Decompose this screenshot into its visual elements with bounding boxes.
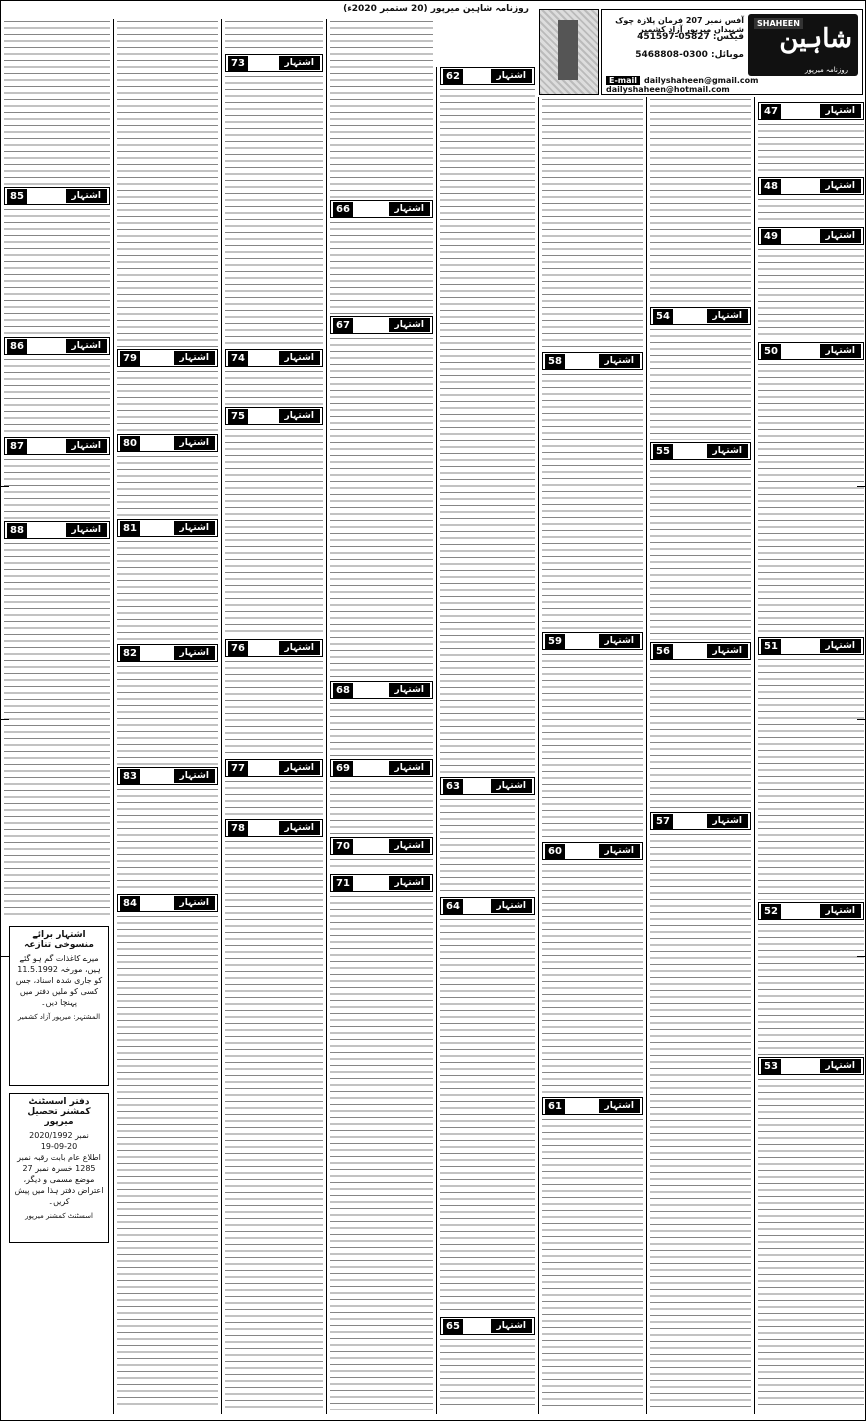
notice-number: 81: [120, 521, 140, 536]
notice-header: [758, 342, 864, 360]
notice-number: 55: [653, 444, 673, 459]
notice-number: 83: [120, 769, 140, 784]
cut-mark: [1, 719, 9, 720]
notice-number: 65: [443, 1319, 463, 1334]
notice-number: 68: [333, 683, 353, 698]
page-header: روزنامہ شاہین میرپور (20 ستمبر 2020ء): [343, 4, 529, 14]
notice-label: اشتہار: [389, 202, 430, 216]
notice-header: [4, 437, 110, 455]
notice-number: 86: [7, 339, 27, 354]
article-text: [330, 896, 433, 1410]
notice-number: 64: [443, 899, 463, 914]
notice-signature: اسسٹنٹ کمشنر میرپور: [25, 1212, 93, 1220]
notice-label: اشتہار: [174, 646, 215, 660]
article-text: [117, 21, 218, 347]
article-text: [440, 89, 535, 775]
notice-label: اشتہار: [599, 844, 640, 858]
article-text: [4, 543, 110, 915]
notice-label: اشتہار: [279, 641, 320, 655]
notice-label: اشتہار: [820, 639, 861, 653]
notice-header: [225, 349, 323, 367]
cut-mark: [1, 956, 9, 957]
notice-number: 69: [333, 761, 353, 776]
newspaper-logo: [748, 14, 858, 76]
article-text: [225, 841, 323, 1410]
notice-header: [650, 442, 751, 460]
article-text: [758, 124, 864, 175]
ad-signature: المشتہر: میرپور آزاد کشمیر: [17, 1013, 101, 1021]
article-text: [650, 329, 751, 440]
cut-mark: [857, 719, 865, 720]
notice-header: [330, 200, 433, 218]
notice-number: 77: [228, 761, 248, 776]
notice-date: 19-09-20: [40, 1142, 78, 1151]
notice-number: 51: [761, 639, 781, 654]
article-text: [758, 199, 864, 225]
notice-number: 82: [120, 646, 140, 661]
column-6: [538, 97, 646, 1414]
notice-label: اشتہار: [389, 318, 430, 332]
email-addresses: dailyshaheen@gmail.com dailyshaheen@hotmail.com: [606, 76, 759, 94]
notice-number: 61: [545, 1099, 565, 1114]
notice-number: 59: [545, 634, 565, 649]
article-text: [440, 919, 535, 1315]
article-text: [330, 781, 433, 835]
column-8: [754, 97, 866, 1414]
article-text: [225, 76, 323, 347]
article-text: [330, 21, 433, 198]
notice-label: اشتہار: [174, 769, 215, 783]
notice-header: [117, 767, 218, 785]
notice-number: 73: [228, 56, 248, 71]
article-text: [650, 664, 751, 810]
notice-number: 52: [761, 904, 781, 919]
article-text: [542, 654, 643, 840]
notice-header: [542, 1097, 643, 1115]
fax-number: فیکس: 05827-451597: [637, 32, 744, 42]
article-text: [117, 371, 218, 432]
notice-label: اشتہار: [174, 521, 215, 535]
notice-number: 50: [761, 344, 781, 359]
notice-header: [542, 842, 643, 860]
notice-label: اشتہار: [820, 1059, 861, 1073]
notice-header: [117, 434, 218, 452]
logo-subtitle: روزنامہ میرپور: [805, 66, 848, 74]
article-text: [758, 1079, 864, 1410]
notice-label: اشتہار: [820, 229, 861, 243]
notice-number: 56: [653, 644, 673, 659]
notice-header: [117, 894, 218, 912]
notice-number: 47: [761, 104, 781, 119]
column-2: [113, 19, 221, 1414]
notice-label: اشتہار: [66, 439, 107, 453]
cut-mark: [857, 956, 865, 957]
email-block: [606, 76, 856, 94]
notice-header: [225, 54, 323, 72]
notice-number: 74: [228, 351, 248, 366]
notice-header: [440, 897, 535, 915]
article-text: [4, 21, 110, 185]
notice-header: [117, 519, 218, 537]
article-text: [330, 859, 433, 872]
notice-header: [225, 407, 323, 425]
notice-label: اشتہار: [491, 899, 532, 913]
notice-office: دفتر اسسٹنٹ کمشنر تحصیل میرپور: [27, 1097, 91, 1127]
notice-number: 62: [443, 69, 463, 84]
notice-label: اشتہار: [279, 351, 320, 365]
notice-label: اشتہار: [491, 69, 532, 83]
article-text: [758, 249, 864, 340]
ad-body: میرے کاغذات گم ہو گئے ہیں، مورخہ 11.5.1992 کو جاری شدہ اسناد، جس کسی کو ملیں دفتر میں پہنچا دیں۔: [15, 954, 103, 1007]
notice-header: [758, 102, 864, 120]
article-text: [542, 1119, 643, 1410]
article-text: [330, 222, 433, 314]
notice-header: [4, 187, 110, 205]
column-4: [326, 19, 436, 1414]
notice-number: 85: [7, 189, 27, 204]
article-text: [4, 459, 110, 519]
notice-number: 84: [120, 896, 140, 911]
article-text: [758, 659, 864, 900]
notice-number: 60: [545, 844, 565, 859]
notice-header: [4, 521, 110, 539]
notice-label: اشتہار: [66, 523, 107, 537]
notice-label: اشتہار: [599, 634, 640, 648]
ad-title: اشتہار برائے منسوخی تنازعہ: [24, 930, 94, 950]
article-text: [4, 209, 110, 335]
notice-header: [117, 349, 218, 367]
article-text: [117, 789, 218, 892]
notice-label: اشتہار: [707, 644, 748, 658]
notice-number: 70: [333, 839, 353, 854]
notice-header: [758, 902, 864, 920]
classified-ad: [9, 926, 109, 1086]
notice-header: [330, 874, 433, 892]
article-text: [225, 661, 323, 757]
article-text: [330, 703, 433, 757]
article-text: [117, 541, 218, 642]
notice-number: 58: [545, 354, 565, 369]
notice-label: اشتہار: [279, 761, 320, 775]
government-notice: [9, 1093, 109, 1243]
notice-label: اشتہار: [66, 339, 107, 353]
notice-label: اشتہار: [707, 309, 748, 323]
notice-label: اشتہار: [389, 839, 430, 853]
notice-label: اشتہار: [389, 761, 430, 775]
notice-ref: نمبر 2020/1992: [29, 1131, 89, 1140]
article-text: [542, 374, 643, 630]
notice-number: 80: [120, 436, 140, 451]
notice-number: 54: [653, 309, 673, 324]
notice-label: اشتہار: [820, 904, 861, 918]
notice-header: [330, 681, 433, 699]
notice-header: [440, 777, 535, 795]
notice-header: [650, 812, 751, 830]
notice-number: 75: [228, 409, 248, 424]
notice-header: [440, 67, 535, 85]
notice-number: 57: [653, 814, 673, 829]
column-7: [646, 97, 754, 1414]
notice-number: 87: [7, 439, 27, 454]
notice-header: [330, 837, 433, 855]
notice-header: [225, 759, 323, 777]
notice-label: اشتہار: [820, 104, 861, 118]
notice-number: 76: [228, 641, 248, 656]
notice-label: اشتہار: [174, 896, 215, 910]
notice-number: 71: [333, 876, 353, 891]
notice-number: 63: [443, 779, 463, 794]
notice-header: [225, 819, 323, 837]
cut-mark: [1, 486, 9, 487]
notice-label: اشتہار: [491, 1319, 532, 1333]
notice-number: 79: [120, 351, 140, 366]
article-text: [117, 456, 218, 517]
article-text: [650, 834, 751, 1410]
notice-header: [117, 644, 218, 662]
notice-label: اشتہار: [174, 436, 215, 450]
notice-label: اشتہار: [66, 189, 107, 203]
mobile-number: موبائل: 0300-5468808: [635, 50, 744, 60]
notice-header: [225, 639, 323, 657]
article-text: [650, 99, 751, 305]
article-text: [650, 464, 751, 640]
notice-header: [4, 337, 110, 355]
notice-number: 48: [761, 179, 781, 194]
notice-label: اشتہار: [820, 179, 861, 193]
notice-label: اشتہار: [279, 821, 320, 835]
notice-number: 66: [333, 202, 353, 217]
notice-label: اشتہار: [707, 444, 748, 458]
notice-label: اشتہار: [820, 344, 861, 358]
notice-number: 67: [333, 318, 353, 333]
notice-header: [758, 637, 864, 655]
article-text: [440, 1339, 535, 1410]
article-text: [758, 364, 864, 635]
article-text: [225, 21, 323, 52]
notice-body: اطلاع عام بابت رقبہ نمبر 1285 خسرہ نمبر 27 موضع مسمی و دیگر، اعتراض دفتر ہذا میں پیش کریں۔: [14, 1153, 104, 1206]
email-label: E-mail: [606, 76, 640, 85]
masthead-photo: [539, 9, 599, 95]
article-text: [225, 429, 323, 637]
notice-header: [758, 227, 864, 245]
notice-number: 53: [761, 1059, 781, 1074]
notice-number: 88: [7, 523, 27, 538]
notice-label: اشتہار: [707, 814, 748, 828]
column-5: [436, 67, 538, 1414]
notice-header: [758, 1057, 864, 1075]
notice-header: [330, 759, 433, 777]
notice-label: اشتہار: [389, 876, 430, 890]
article-text: [758, 924, 864, 1055]
article-text: [542, 864, 643, 1095]
notice-label: اشتہار: [174, 351, 215, 365]
logo-urdu: شاہین: [779, 24, 852, 54]
article-text: [4, 359, 110, 435]
notice-number: 49: [761, 229, 781, 244]
notice-header: [650, 307, 751, 325]
notice-number: 78: [228, 821, 248, 836]
notice-label: اشتہار: [599, 1099, 640, 1113]
notice-header: [542, 352, 643, 370]
article-text: [117, 666, 218, 765]
notice-header: [650, 642, 751, 660]
article-text: [330, 338, 433, 679]
notice-header: [440, 1317, 535, 1335]
article-text: [542, 99, 643, 350]
notice-header: [330, 316, 433, 334]
article-text: [225, 781, 323, 817]
cut-mark: [857, 486, 865, 487]
notice-label: اشتہار: [491, 779, 532, 793]
notice-label: اشتہار: [389, 683, 430, 697]
notice-header: [542, 632, 643, 650]
notice-header: [758, 177, 864, 195]
article-text: [117, 916, 218, 1410]
column-3: [221, 19, 326, 1414]
logo-english: SHAHEEN: [754, 18, 803, 29]
notice-label: اشتہار: [279, 56, 320, 70]
notice-label: اشتہار: [599, 354, 640, 368]
article-text: [225, 371, 323, 405]
office-address: آفس نمبر 207 فرمان پلازہ چوک شہیداں میرپور آزاد کشمیر: [615, 16, 744, 34]
article-text: [440, 799, 535, 895]
masthead: [601, 9, 863, 95]
notice-label: اشتہار: [279, 409, 320, 423]
